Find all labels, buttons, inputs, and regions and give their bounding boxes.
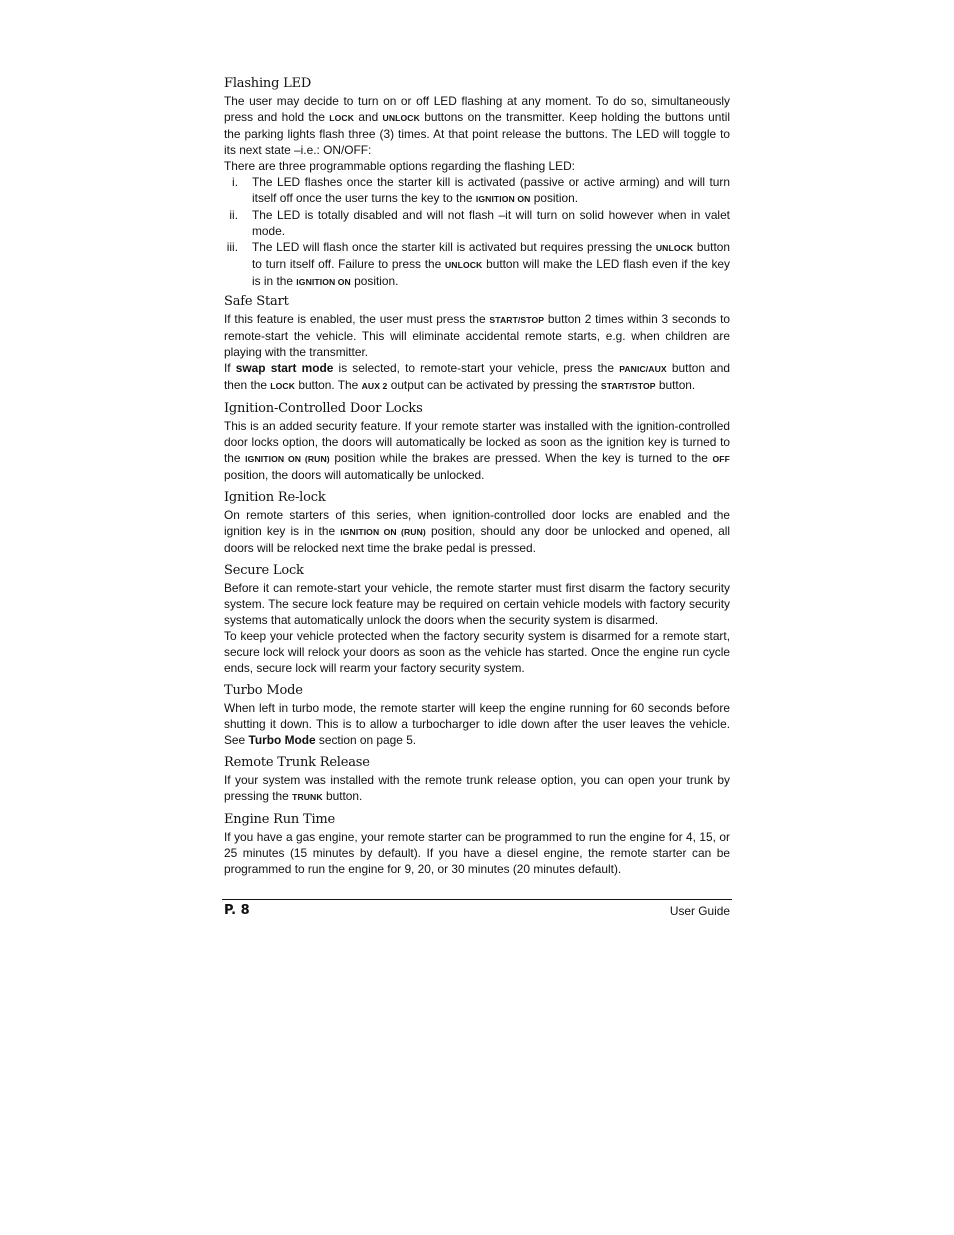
section-ignition-relock (224, 488, 730, 556)
paragraph: The user may decide to turn on or off LED flashing at any moment. To do so, simultaneously press and hold the LOCK and UNLOCK buttons on the transmitter. Keep holding the buttons until the parking lights flash three (3) times. At that point release the buttons. The LED will toggle to its next state –i.e.: ON/OFF: (224, 94, 730, 157)
footer-title: User Guide (669, 904, 730, 918)
section-heading: Safe Start (224, 294, 289, 309)
paragraph: To keep your vehicle protected when the factory security system is disarmed for a remote start, secure lock will relock your doors as soon as the vehicle has started. Once the engine run cycle ends, secure lock will rearm your factory security system. (224, 629, 730, 675)
button-name: PANIC/AUX (619, 364, 667, 374)
bold-term: swap start mode (235, 361, 334, 375)
section-flashing-led (224, 74, 730, 290)
section-ignition-door-locks (224, 399, 730, 483)
paragraph: If swap start mode is selected, to remote-start your vehicle, press the PANIC/AUX button and then the LOCK button. The AUX 2 output can be activated by pressing the START/STOP button. (224, 361, 730, 392)
section-remote-trunk (224, 753, 730, 805)
button-name: TRUNK (292, 792, 323, 802)
list-item: iii. The LED will flash once the starter kill is activated but requires pressing the UNLOCK button to turn itself off. Failure to press the UNLOCK button will make the LED flash even if the key is in the IGNITION ON position. (226, 240, 730, 288)
list-item: i. The LED flashes once the starter kill is activated (passive or active arming) and will turn itself off once the user turns the key to the IGNITION ON position. (232, 175, 730, 205)
paragraph: If your system was installed with the remote trunk release option, you can open your trunk by pressing the TRUNK button. (224, 773, 730, 803)
section-heading: Ignition-Controlled Door Locks (224, 401, 423, 416)
section-heading: Turbo Mode (224, 683, 303, 698)
section-safe-start (224, 292, 730, 394)
section-heading: Ignition Re-lock (224, 490, 326, 505)
page-number: P. 8 (224, 903, 250, 918)
section-heading: Engine Run Time (224, 812, 336, 827)
button-name: UNLOCK (382, 113, 420, 123)
key-position: IGNITION ON (RUN) (340, 527, 426, 537)
paragraph: When left in turbo mode, the remote starter will keep the engine running for 60 seconds before shutting it down. This is to allow a turbocharger to idle down after the user leaves the vehicle. See Turbo Mode section on page 5. (224, 701, 730, 747)
paragraph: Before it can remote-start your vehicle, the remote starter must first disarm the factory security system. The secure lock feature may be required on certain vehicle models with factory security systems that automatically unlock the doors when the security system is disarmed. (224, 581, 730, 627)
section-heading: Flashing LED (224, 76, 312, 91)
paragraph: If this feature is enabled, the user must press the START/STOP button 2 times within 3 seconds to remote-start the vehicle. This will eliminate accidental remote starts, e.g. when children are playing with the transmitter. (224, 312, 730, 359)
list-item: ii. The LED is totally disabled and will not flash –it will turn on solid however when in valet mode. (229, 208, 730, 238)
paragraph: There are three programmable options regarding the flashing LED: (224, 159, 575, 173)
button-name: START/STOP (600, 381, 656, 391)
option-list (224, 174, 730, 290)
section-heading: Secure Lock (224, 563, 304, 578)
button-name: IGNITION ON (475, 194, 531, 204)
footer-divider (222, 899, 732, 900)
section-engine-run-time (224, 810, 730, 877)
section-turbo-mode (224, 681, 730, 748)
button-name: LOCK (329, 113, 355, 123)
button-name: LOCK (270, 381, 296, 391)
button-name: UNLOCK (445, 260, 483, 270)
key-position: OFF (712, 454, 730, 464)
key-position: IGNITION ON (RUN) (245, 454, 330, 464)
document-body (224, 74, 730, 877)
output-name: AUX 2 (361, 381, 388, 391)
button-name: IGNITION ON (296, 277, 351, 287)
button-name: START/STOP (489, 315, 545, 325)
section-heading: Remote Trunk Release (224, 755, 370, 770)
paragraph: If you have a gas engine, your remote starter can be programmed to run the engine for 4, 15, or 25 minutes (15 minutes by default). If you have a diesel engine, the remote starter can be programmed to run the engine for 9, 20, or 30 minutes (20 minutes default). (224, 830, 730, 876)
paragraph: On remote starters of this series, when ignition-controlled door locks are enabled and the ignition key is in the IGNITION ON (RUN) position, should any door be unlocked and opened, all doors will be relocked next time the brake pedal is pressed. (224, 508, 731, 555)
section-secure-lock (224, 561, 730, 676)
bold-term: Turbo Mode (248, 733, 316, 747)
paragraph: This is an added security feature. If your remote starter was installed with the ignition-controlled door locks option, the doors will automatically be locked as soon as the ignition key is turned to the IGNITION ON (RUN) position while the brakes are pressed. When the key is turned to the OFF position, the doors will automatically be unlocked. (224, 419, 730, 482)
button-name: UNLOCK (655, 243, 694, 253)
